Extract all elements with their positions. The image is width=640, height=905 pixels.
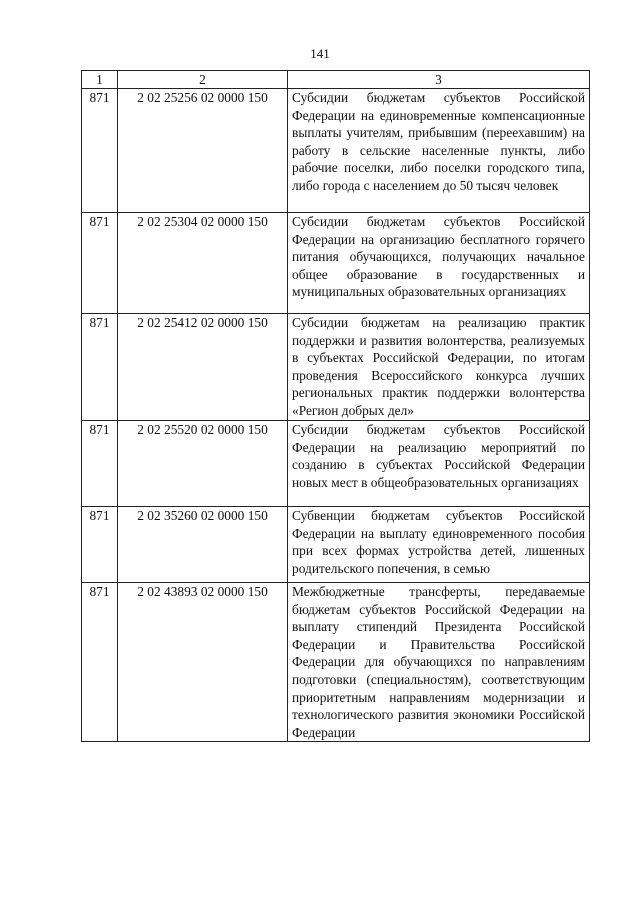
budget-code-cell: 2 02 25520 02 0000 150 [118,421,288,507]
table-row [82,314,590,421]
budget-revenue-table [81,70,590,742]
admin-code-cell: 871 [82,583,118,742]
budget-code-cell: 2 02 25412 02 0000 150 [118,314,288,421]
budget-code-cell: 2 02 25256 02 0000 150 [118,89,288,213]
description-cell: Субвенции бюджетам субъектов Российской Федерации на выплату единовременного пособия при всех формах устройства детей, лишенных родительского попечения, в семью [288,507,590,583]
column-header-1: 1 [82,71,118,89]
budget-code-cell: 2 02 25304 02 0000 150 [118,213,288,314]
table-row [82,213,590,314]
admin-code-cell: 871 [82,421,118,507]
admin-code-cell: 871 [82,314,118,421]
column-header-2: 2 [118,71,288,89]
description-cell: Субсидии бюджетам субъектов Российской Федерации на реализацию мероприятий по созданию в субъектах Российской Федерации новых мест в общеобразовательных организациях [288,421,590,507]
budget-code-cell: 2 02 43893 02 0000 150 [118,583,288,742]
admin-code-cell: 871 [82,213,118,314]
admin-code-cell: 871 [82,89,118,213]
column-header-3: 3 [288,71,590,89]
table-row [82,507,590,583]
table-header-row [82,71,590,89]
admin-code-cell: 871 [82,507,118,583]
table-row [82,583,590,742]
description-cell: Межбюджетные трансферты, передаваемые бюджетам субъектов Российской Федерации на выплату стипендий Президента Российской Федерации и Правительства Российской Федерации для обучающихся по направлениям подготовки (специальностям), соответствующим приоритетным направлениям модернизации и технологического развития экономики Российской Федерации [288,583,590,742]
table-row [82,89,590,213]
description-cell: Субсидии бюджетам субъектов Российской Федерации на единовременные компенсационные выплаты учителям, прибывшим (переехавшим) на работу в сельские населенные пункты, либо рабочие поселки, либо поселки городского типа, либо города с населением до 50 тысяч человек [288,89,590,213]
page-number: 141 [310,46,330,61]
description-cell: Субсидии бюджетам субъектов Российской Федерации на организацию бесплатного горячего питания обучающихся, получающих начальное общее образование в государственных и муниципальных образовательных организациях [288,213,590,314]
table-row [82,421,590,507]
description-cell: Субсидии бюджетам на реализацию практик поддержки и развития волонтерства, реализуемых в субъектах Российской Федерации, по итогам проведения Всероссийского конкурса лучших региональных практик поддержки волонтерства «Регион добрых дел» [288,314,590,421]
budget-code-cell: 2 02 35260 02 0000 150 [118,507,288,583]
